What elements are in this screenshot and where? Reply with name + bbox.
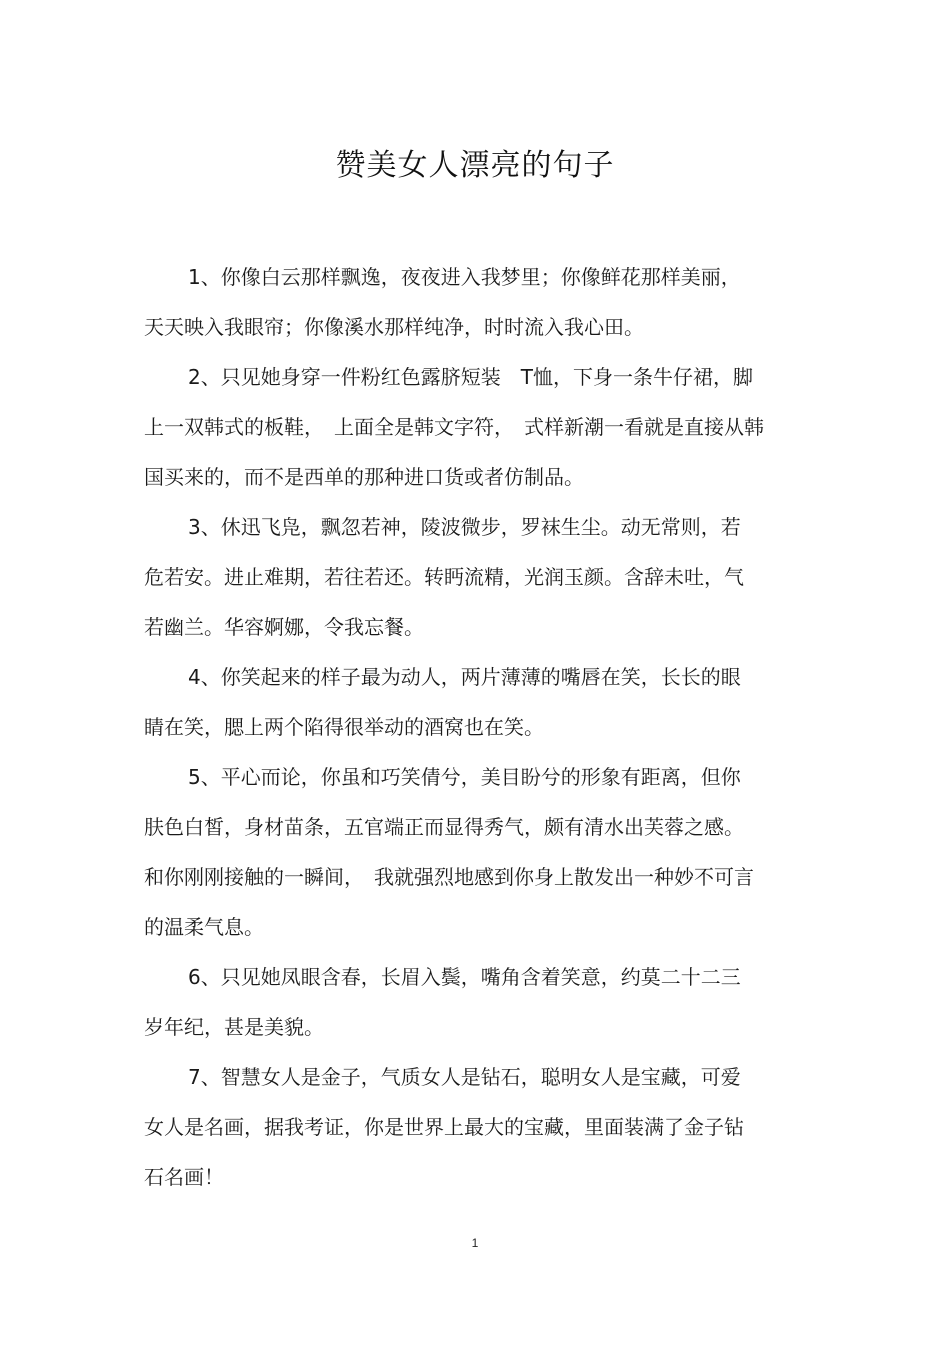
paragraph-5 (144, 752, 794, 952)
paragraph-7 (144, 1052, 794, 1202)
text-line: 危若安。进止难期，若往若还。转眄流精，光润玉颜。含辞未吐，气 (144, 565, 744, 589)
paragraph-3 (144, 502, 794, 652)
document-body (144, 252, 794, 1202)
text-line: 睛在笑，腮上两个陷得很举动的酒窝也在笑。 (144, 715, 544, 739)
text-line: 和你刚刚接触的一瞬间， 我就强烈地感到你身上散发出一种妙不可言 (144, 865, 754, 889)
text-line: 石名画！ (144, 1165, 224, 1189)
text-line: 的温柔气息。 (144, 915, 264, 939)
text-line: 国买来的，而不是西单的那种进口货或者仿制品。 (144, 465, 584, 489)
text-line: 3、休迅飞凫，飘忽若神，陵波微步，罗袜生尘。动无常则，若 (188, 515, 741, 539)
text-line: 6、只见她凤眼含春，长眉入鬓，嘴角含着笑意，约莫二十二三 (188, 965, 741, 989)
text-line: 7、智慧女人是金子，气质女人是钻石，聪明女人是宝藏，可爱 (188, 1065, 741, 1089)
text-line: 若幽兰。华容婀娜，令我忘餐。 (144, 615, 424, 639)
text-line: 4、你笑起来的样子最为动人，两片薄薄的嘴唇在笑，长长的眼 (188, 665, 741, 689)
text-line: 1、你像白云那样飘逸，夜夜进入我梦里；你像鲜花那样美丽， (188, 265, 741, 289)
paragraph-4 (144, 652, 794, 752)
text-line: 岁年纪，甚是美貌。 (144, 1015, 324, 1039)
text-line: 上一双韩式的板鞋， 上面全是韩文字符， 式样新潮一看就是直接从韩 (144, 415, 764, 439)
document-title: 赞美女人漂亮的句子 (335, 148, 615, 183)
page-number: 1 (471, 1236, 479, 1250)
text-line: 2、只见她身穿一件粉红色露脐短装 T恤，下身一条牛仔裙，脚 (188, 365, 753, 389)
text-line: 女人是名画，据我考证，你是世界上最大的宝藏，里面装满了金子钻 (144, 1115, 744, 1139)
paragraph-6 (144, 952, 794, 1052)
text-line: 5、平心而论，你虽和巧笑倩兮，美目盼兮的形象有距离，但你 (188, 765, 741, 789)
text-line: 肤色白皙，身材苗条，五官端正而显得秀气，颇有清水出芙蓉之感。 (144, 815, 744, 839)
paragraph-2 (144, 352, 794, 502)
text-line: 天天映入我眼帘；你像溪水那样纯净，时时流入我心田。 (144, 315, 644, 339)
paragraph-1 (144, 252, 794, 352)
